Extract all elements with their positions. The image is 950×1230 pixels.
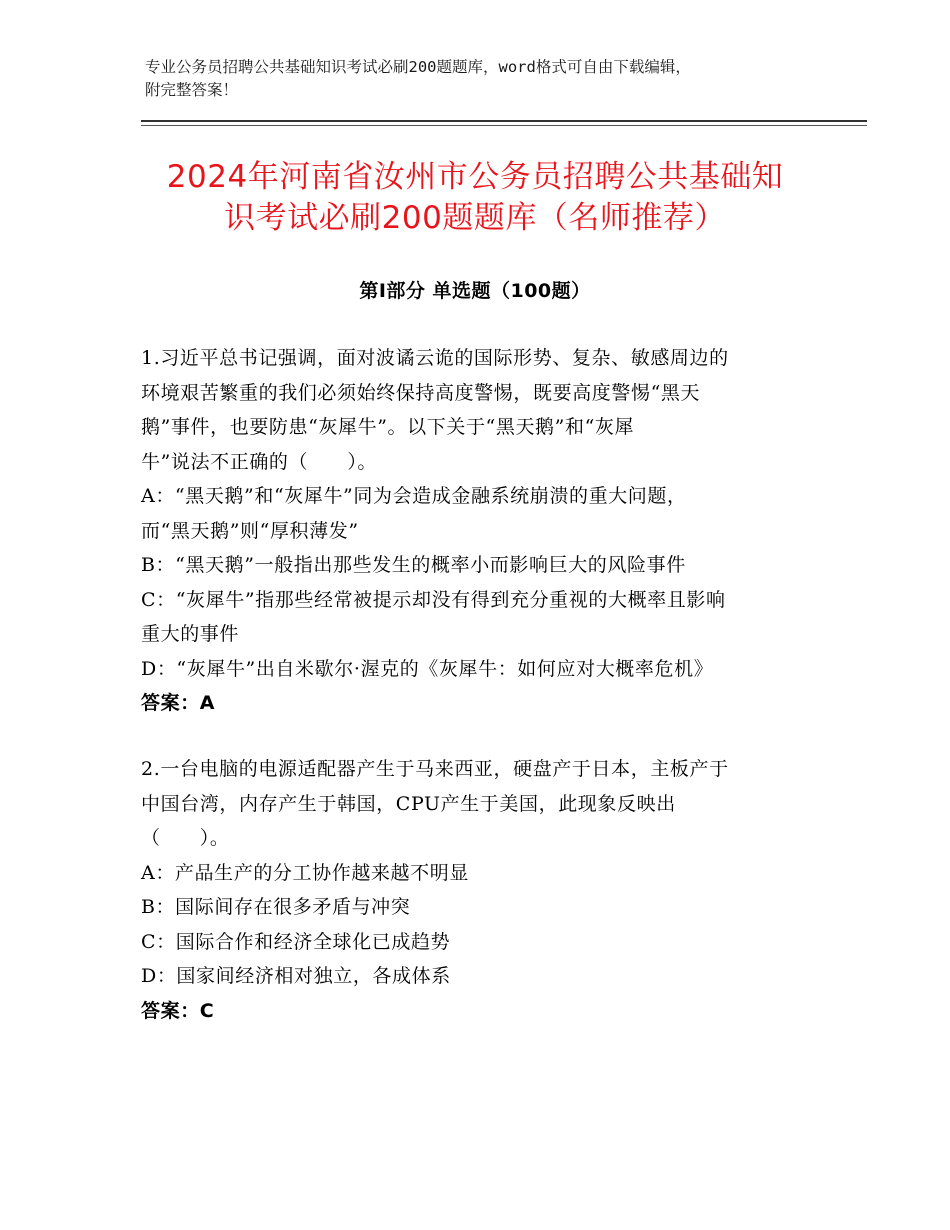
option-d: D：国家间经济相对独立，各成体系 — [141, 965, 451, 987]
option-c: C：“灰犀牛”指那些经常被提示却没有得到充分重视的大概率且影响 — [141, 588, 726, 611]
option-a-cont: 而“黑天鹅”则“厚积薄发” — [141, 519, 359, 542]
question-stem-line: 鹅”事件，也要防患“灰犀牛”。以下关于“黑天鹅”和“灰犀 — [141, 416, 635, 438]
header-note-line: 专业公务员招聘公共基础知识考试必刷200题题库，word格式可自由下载编辑， — [145, 58, 691, 76]
section-heading: 第Ⅰ部分 单选题（100题） — [359, 280, 591, 302]
option-c-cont: 重大的事件 — [141, 623, 240, 645]
option-a: A：产品生产的分工协作越来越不明显 — [141, 861, 469, 884]
document-title — [100, 157, 850, 239]
answer: 答案：A — [141, 692, 216, 714]
option-b: B：国际间存在很多矛盾与冲突 — [141, 896, 411, 918]
title-line: 识考试必刷200题题库（名师推荐） — [224, 200, 726, 236]
question-stem-line: 中国台湾，内存产生于韩国，CPU产生于美国，此现象反映出 — [141, 792, 676, 815]
title-line: 2024年河南省汝州市公务员招聘公共基础知 — [166, 159, 784, 195]
option-d: D：“灰犀牛”出自米歇尔·渥克的《灰犀牛：如何应对大概率危机》 — [141, 657, 714, 680]
question-stem-line: 牛”说法不正确的（ ）。 — [141, 450, 378, 473]
header-divider-thin — [141, 125, 867, 126]
header-divider — [141, 120, 867, 122]
header-note-line: 附完整答案！ — [145, 81, 239, 99]
question-stem-line: 1.习近平总书记强调，面对波谲云诡的国际形势、复杂、敏感周边的 — [141, 347, 729, 369]
header-note — [145, 56, 805, 102]
question-stem-line: （ ）。 — [141, 827, 230, 849]
question-stem-line: 2.一台电脑的电源适配器产生于马来西亚，硬盘产于日本，主板产于 — [141, 758, 729, 780]
question-stem-line: 环境艰苦繁重的我们必须始终保持高度警惕，既要高度警惕“黑天 — [141, 381, 701, 404]
option-c: C：国际合作和经济全球化已成趋势 — [141, 930, 451, 953]
option-a: A：“黑天鹅”和“灰犀牛”同为会造成金融系统崩溃的重大问题， — [141, 485, 687, 507]
option-b: B：“黑天鹅”一般指出那些发生的概率小而影响巨大的风险事件 — [141, 554, 686, 576]
question-block — [141, 752, 811, 1028]
question-block — [141, 341, 811, 721]
answer: 答案：C — [141, 999, 215, 1022]
